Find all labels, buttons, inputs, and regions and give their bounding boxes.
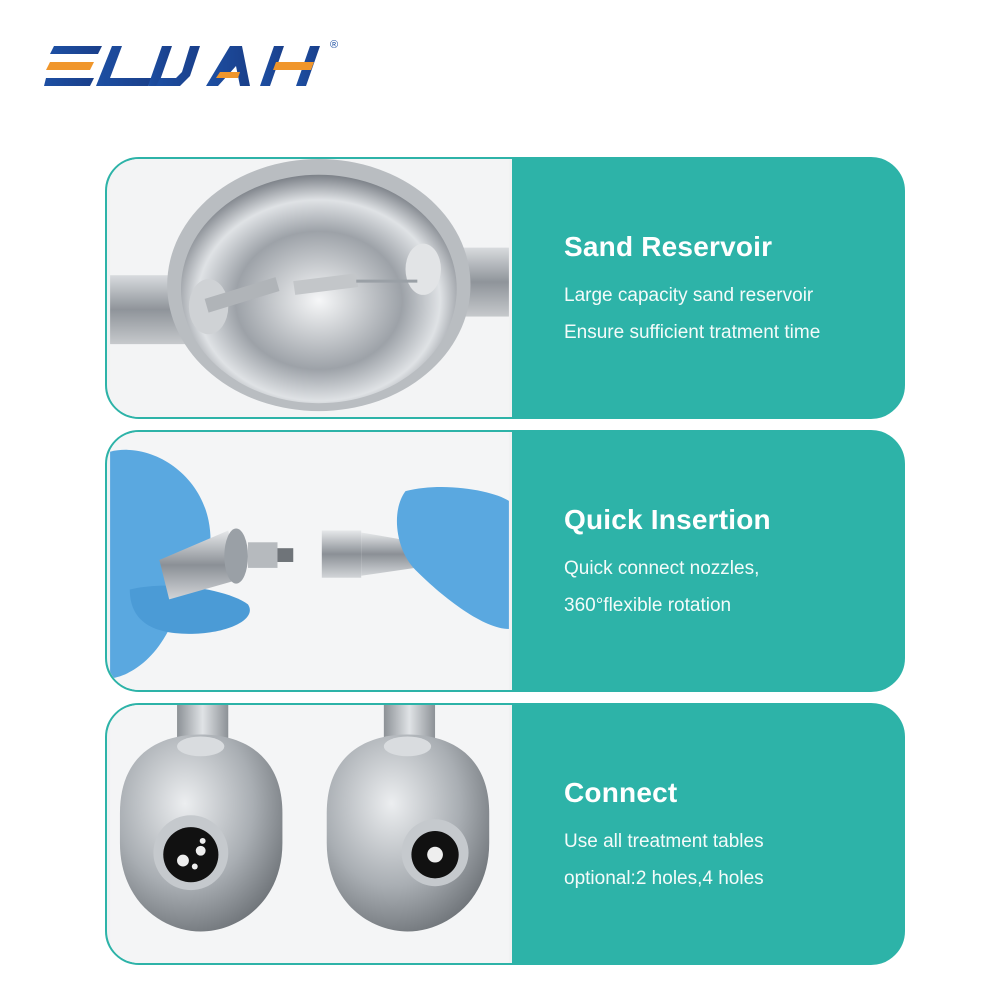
feature-card-connect [105, 703, 905, 965]
feature-line: 360°flexible rotation [564, 595, 732, 616]
connector-holes-photo [107, 705, 512, 963]
feature-title: Connect [564, 777, 678, 808]
feature-title: Sand Reservoir [564, 231, 773, 262]
feature-panel [512, 432, 903, 690]
feature-card-sand-reservoir [105, 157, 905, 419]
sand-reservoir-photo [107, 159, 512, 417]
feature-line: Ensure sufficient tratment time [564, 322, 821, 343]
svg-text:®: ® [330, 39, 339, 51]
feature-panel [512, 159, 903, 417]
feature-line: Large capacity sand reservoir [564, 285, 814, 306]
feature-panel [512, 705, 903, 963]
feature-line: optional:2 holes,4 holes [564, 868, 764, 889]
elijah-logo-icon [44, 36, 354, 98]
feature-line: Quick connect nozzles, [564, 558, 760, 579]
quick-connect-photo [107, 432, 512, 690]
brand-logo [44, 36, 354, 98]
feature-title: Quick Insertion [564, 504, 771, 535]
feature-line: Use all treatment tables [564, 831, 764, 852]
feature-card-quick-insertion [105, 430, 905, 692]
